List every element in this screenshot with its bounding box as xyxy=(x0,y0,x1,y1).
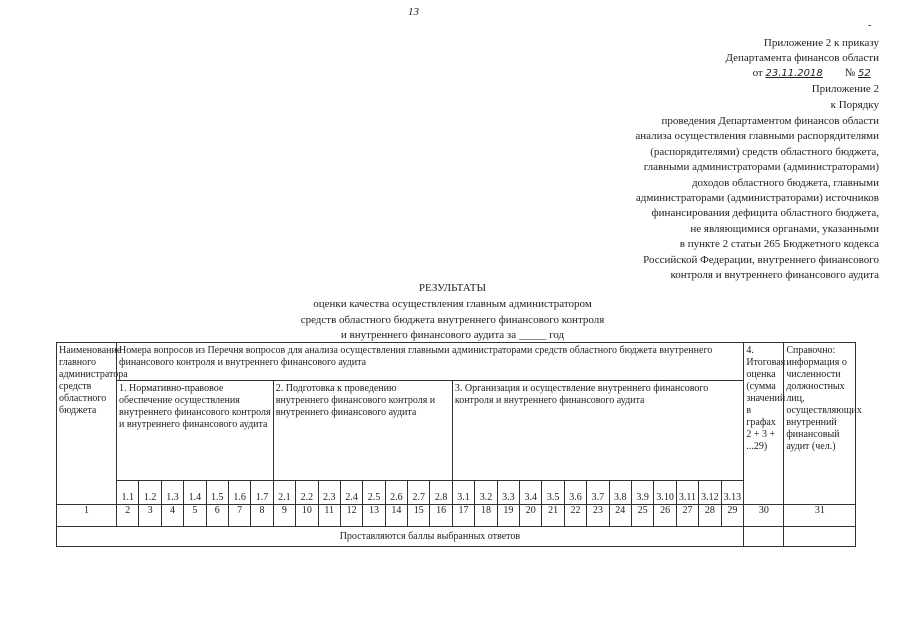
question-number-cell: 3.5 xyxy=(542,481,564,505)
column-number-cell: 2 xyxy=(117,505,139,527)
column-number-cell: 6 xyxy=(206,505,228,527)
question-number-cell: 1.1 xyxy=(117,481,139,505)
order-number: 52 xyxy=(858,68,871,79)
column-numbers-row xyxy=(57,505,856,527)
question-number-cell: 2.1 xyxy=(273,481,295,505)
column-number-cell: 12 xyxy=(340,505,362,527)
header-text-line: анализа осуществления главными распорядителями xyxy=(635,130,879,143)
column-number-cell: 28 xyxy=(699,505,721,527)
column-number-cell: 1 xyxy=(57,505,117,527)
footer-empty-cell xyxy=(57,527,117,547)
footer-total-cell xyxy=(744,527,784,547)
question-number-cell: 3.12 xyxy=(699,481,721,505)
question-number-cell: 1.7 xyxy=(251,481,273,505)
question-number-cell: 1.2 xyxy=(139,481,161,505)
info-header: Справочно: информация о численности должностных лиц, осуществляющих внутренний финансовый аудит (чел.) xyxy=(784,343,856,505)
question-number-cell: 1.5 xyxy=(206,481,228,505)
header-text-line: финансирования дефицита областного бюджета, xyxy=(651,207,879,220)
header-line1: Приложение 2 к приказу xyxy=(763,37,879,49)
header-line2: Департамента финансов области xyxy=(725,52,879,64)
header-text-line: не являющимися органами, указанными xyxy=(690,222,879,235)
column-number-cell: 3 xyxy=(139,505,161,527)
column-number-cell: 7 xyxy=(228,505,250,527)
doc-subtitle-1: оценки качества осуществления главным администратором xyxy=(313,298,592,310)
footer-note: Проставляются баллы выбранных ответов xyxy=(117,527,744,547)
doc-subtitle-2: средств областного бюджета внутреннего финансового контроля xyxy=(300,314,605,326)
section-2-header: 2. Подготовка к проведению внутреннего финансового контроля и внутреннего финансового аудита xyxy=(273,381,452,481)
col-name-header: Наименование главного администратора средств областного бюджета xyxy=(57,343,117,505)
column-number-cell: 31 xyxy=(784,505,856,527)
question-number-cell: 3.11 xyxy=(676,481,698,505)
header-text-line: доходов областного бюджета, главными xyxy=(691,176,879,189)
column-number-cell: 13 xyxy=(363,505,385,527)
question-number-cell: 3.2 xyxy=(475,481,497,505)
column-number-cell: 29 xyxy=(721,505,744,527)
questions-header: Номера вопросов из Перечня вопросов для анализа осуществления главными администраторами средств областного бюджета внутреннего финансового контроля и внутреннего финансового аудита xyxy=(117,343,744,381)
question-number-cell: 2.5 xyxy=(363,481,385,505)
column-number-cell: 16 xyxy=(430,505,452,527)
section-3-header: 3. Организация и осуществление внутреннего финансового контроля и внутреннего финансового аудита xyxy=(452,381,743,481)
column-number-cell: 9 xyxy=(273,505,295,527)
header-text-line: контроля и внутреннего финансового аудита xyxy=(670,269,879,281)
header-text-line: Российской Федерации, внутреннего финансового xyxy=(643,253,879,266)
question-number-cell: 3.9 xyxy=(631,481,653,505)
column-number-cell: 22 xyxy=(564,505,586,527)
column-number-cell: 17 xyxy=(452,505,474,527)
column-number-cell: 5 xyxy=(184,505,206,527)
column-number-cell: 26 xyxy=(654,505,676,527)
column-number-cell: 18 xyxy=(475,505,497,527)
question-number-cell: 1.6 xyxy=(228,481,250,505)
page-number: 13 xyxy=(408,6,419,18)
column-number-cell: 24 xyxy=(609,505,631,527)
column-number-cell: 8 xyxy=(251,505,273,527)
results-table xyxy=(56,342,862,547)
order-label: к Порядку xyxy=(830,99,879,111)
question-number-cell: 2.4 xyxy=(340,481,362,505)
doc-subtitle-3: и внутреннего финансового аудита за _____ год xyxy=(340,329,565,341)
question-number-cell: 3.3 xyxy=(497,481,519,505)
question-number-cell: 3.13 xyxy=(721,481,744,505)
column-number-cell: 10 xyxy=(296,505,318,527)
order-date: 23.11.2018 xyxy=(765,68,823,79)
question-number-cell: 2.2 xyxy=(296,481,318,505)
question-number-cell: 1.4 xyxy=(184,481,206,505)
column-number-cell: 30 xyxy=(744,505,784,527)
column-number-cell: 19 xyxy=(497,505,519,527)
column-number-cell: 23 xyxy=(587,505,609,527)
section-1-header: 1. Нормативно-правовое обеспечение осуществления внутреннего финансового контроля и внутреннего финансового аудита xyxy=(117,381,274,481)
column-number-cell: 15 xyxy=(408,505,430,527)
question-number-cell: 3.8 xyxy=(609,481,631,505)
total-header: 4. Итоговая оценка (сумма значений в графах 2 + 3 + ...29) xyxy=(744,343,784,505)
number-prefix: № xyxy=(844,67,856,79)
question-number-cell: 3.7 xyxy=(587,481,609,505)
column-number-cell: 14 xyxy=(385,505,407,527)
column-number-cell: 27 xyxy=(676,505,698,527)
header-text-line: в пункте 2 статьи 265 Бюджетного кодекса xyxy=(679,238,879,251)
header-text-line: главными администраторами (администраторами) xyxy=(643,161,879,174)
date-prefix: от xyxy=(752,67,763,79)
question-number-cell: 3.10 xyxy=(654,481,676,505)
question-number-cell: 3.6 xyxy=(564,481,586,505)
header-date-line xyxy=(753,66,879,81)
header-text-line: администраторами (администраторами) источников xyxy=(635,192,879,204)
column-number-cell: 4 xyxy=(161,505,183,527)
header-text-line: (распорядителями) средств областного бюджета, xyxy=(650,145,879,158)
column-number-cell: 25 xyxy=(631,505,653,527)
question-number-cell: 2.6 xyxy=(385,481,407,505)
column-number-cell: 21 xyxy=(542,505,564,527)
question-number-cell: 3.4 xyxy=(520,481,542,505)
column-number-cell: 11 xyxy=(318,505,340,527)
doc-title: РЕЗУЛЬТАТЫ xyxy=(418,282,487,294)
footer-info-cell xyxy=(784,527,856,547)
question-numbers-row xyxy=(57,481,856,505)
corner-mark: - xyxy=(868,20,872,31)
question-number-cell: 2.7 xyxy=(408,481,430,505)
question-number-cell: 2.3 xyxy=(318,481,340,505)
column-number-cell: 20 xyxy=(520,505,542,527)
question-number-cell: 2.8 xyxy=(430,481,452,505)
question-number-cell: 3.1 xyxy=(452,481,474,505)
question-number-cell: 1.3 xyxy=(161,481,183,505)
appendix-label: Приложение 2 xyxy=(811,83,879,95)
header-text-line: проведения Департаментом финансов области xyxy=(661,115,879,127)
